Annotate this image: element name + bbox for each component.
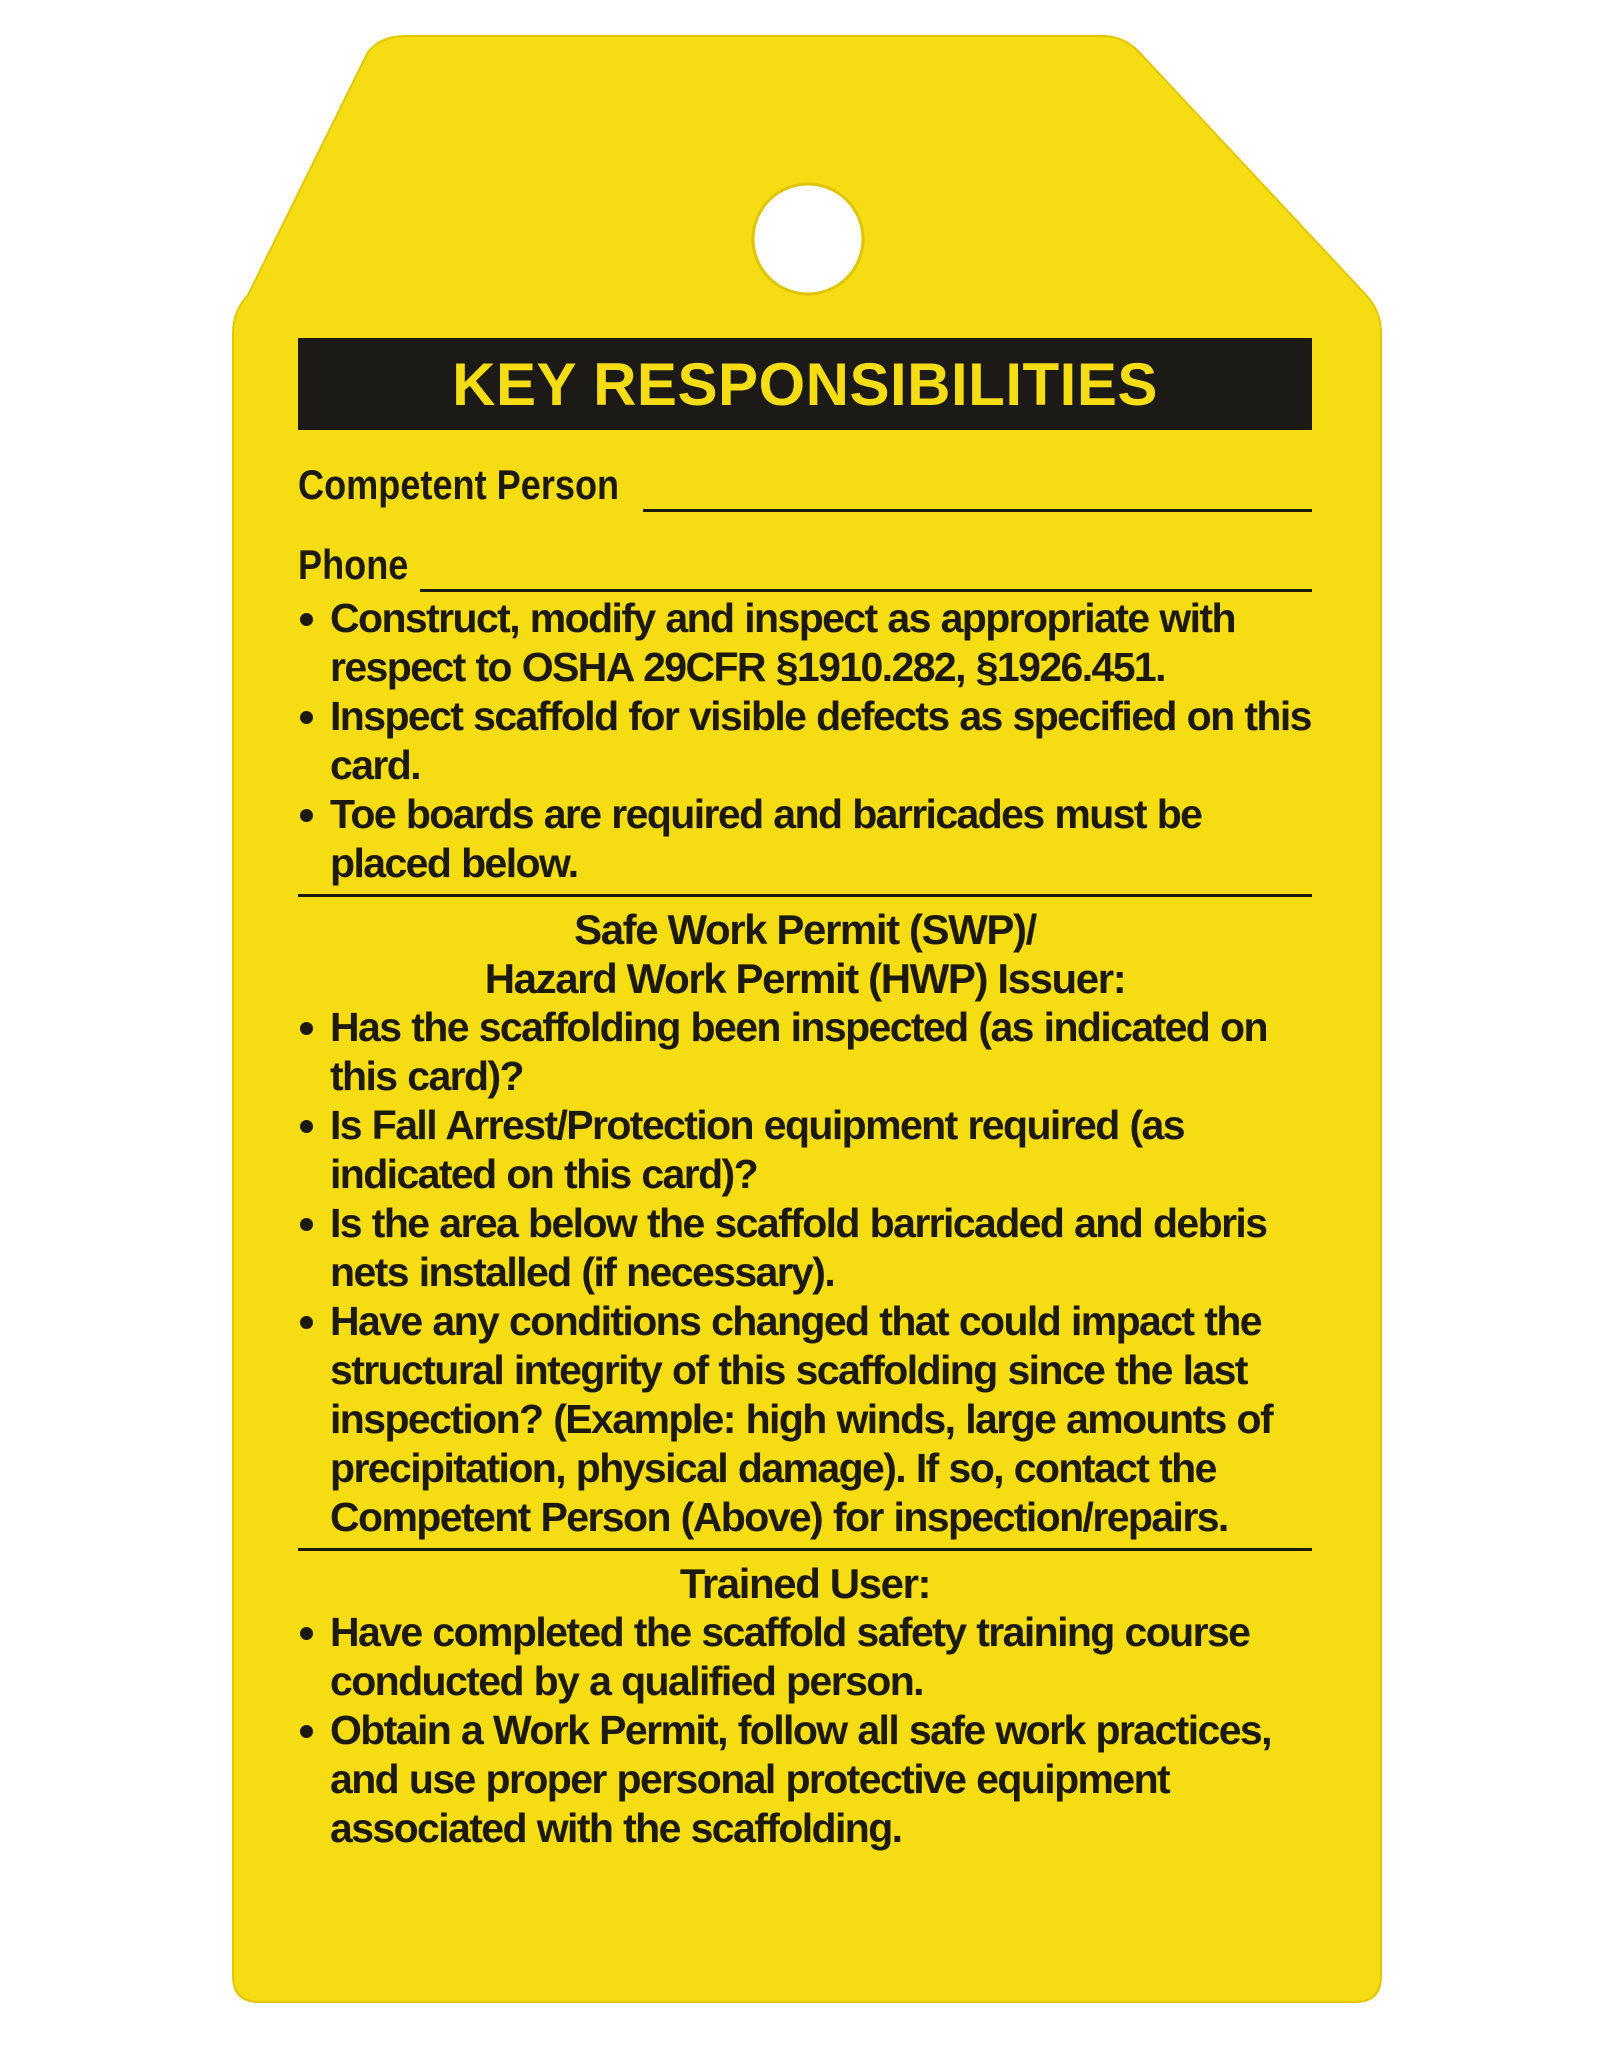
swp-section-title xyxy=(298,905,1312,1003)
list-item: Is the area below the scaffold barricaded and debris nets installed (if necessary). xyxy=(298,1199,1312,1297)
bullet-icon xyxy=(300,1022,313,1035)
bullet-icon xyxy=(300,1316,313,1329)
list-item: Inspect scaffold for visible defects as specified on this card. xyxy=(298,692,1312,790)
bullet-icon xyxy=(300,809,313,822)
tag-content xyxy=(298,338,1312,1853)
list-item: Is Fall Arrest/Protection equipment required (as indicated on this card)? xyxy=(298,1101,1312,1199)
list-item: Has the scaffolding been inspected (as indicated on this card)? xyxy=(298,1003,1312,1101)
competent-person-field xyxy=(298,456,1312,514)
list-item: Obtain a Work Permit, follow all safe work practices, and use proper personal protective equipment associated with the scaffolding. xyxy=(298,1706,1312,1853)
bullet-icon xyxy=(300,1120,313,1133)
bullet-icon xyxy=(300,613,313,626)
grommet-hole xyxy=(753,184,863,294)
section-divider xyxy=(298,894,1312,897)
bullet-icon xyxy=(300,1627,313,1640)
trained-user-list xyxy=(298,1608,1312,1853)
trained-user-title: Trained User: xyxy=(679,1560,931,1607)
tag-title: KEY RESPONSIBILITIES xyxy=(298,338,1312,430)
swp-title-line1: Safe Work Permit (SWP)/ xyxy=(574,906,1036,953)
swp-responsibilities-list xyxy=(298,1003,1312,1542)
competent-person-label: Competent Person xyxy=(298,461,620,508)
list-item: Have any conditions changed that could impact the structural integrity of this scaffolding since the last inspection? (Example: high winds, large amounts of precipitation, physical damage). If so, contact the Competent Person (Above) for inspection/repairs. xyxy=(298,1297,1312,1542)
competent-person-write-line xyxy=(643,509,1312,512)
bullet-icon xyxy=(300,1218,313,1231)
general-responsibilities-list xyxy=(298,594,1312,888)
bullet-icon xyxy=(300,1725,313,1738)
list-item: Have completed the scaffold safety training course conducted by a qualified person. xyxy=(298,1608,1312,1706)
list-item: Toe boards are required and barricades must be placed below. xyxy=(298,790,1312,888)
section-divider xyxy=(298,1548,1312,1551)
phone-field xyxy=(298,536,1312,594)
phone-label: Phone xyxy=(298,541,409,588)
phone-write-line xyxy=(420,589,1312,592)
swp-title-line2: Hazard Work Permit (HWP) Issuer: xyxy=(484,955,1126,1002)
bullet-icon xyxy=(300,711,313,724)
list-item: Construct, modify and inspect as appropriate with respect to OSHA 29CFR §1910.282, §1926.451. xyxy=(298,594,1312,692)
